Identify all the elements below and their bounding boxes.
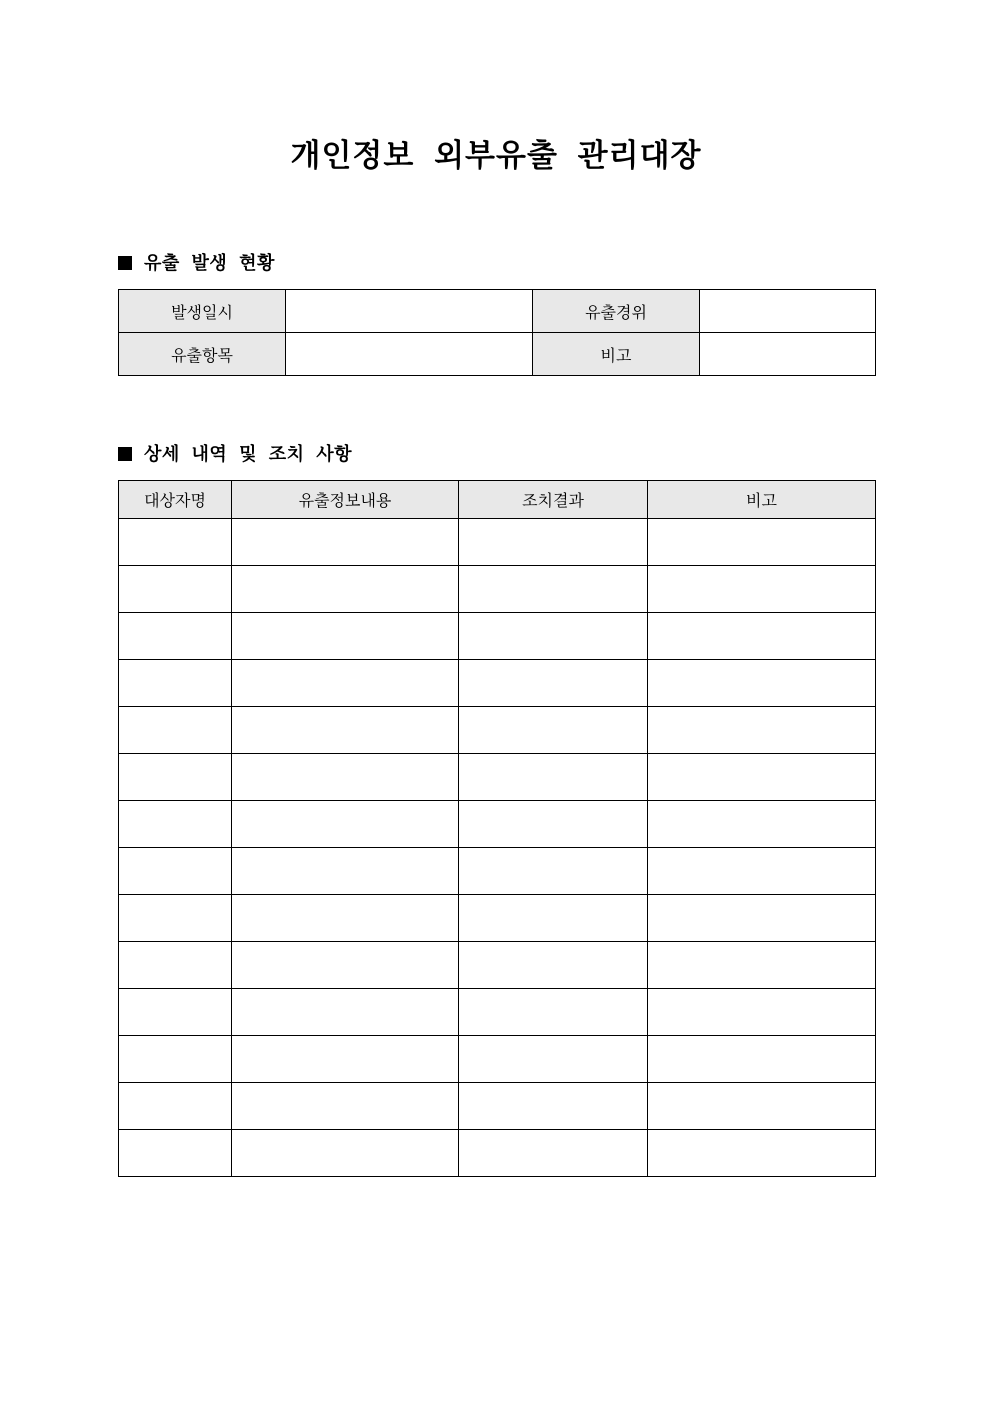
table-row [119, 660, 876, 707]
detail-table-body [119, 519, 876, 1177]
table-row [119, 848, 876, 895]
cell-action-result[interactable] [459, 566, 648, 613]
cell-subject-name[interactable] [119, 848, 232, 895]
cell-remarks[interactable] [648, 1036, 876, 1083]
cell-action-result[interactable] [459, 848, 648, 895]
cell-action-result[interactable] [459, 519, 648, 566]
table-row [119, 1036, 876, 1083]
cell-remarks[interactable] [648, 566, 876, 613]
cell-leaked-info[interactable] [232, 660, 459, 707]
cell-leaked-info[interactable] [232, 801, 459, 848]
detail-table [118, 480, 876, 1177]
cell-remarks[interactable] [648, 754, 876, 801]
table-row [119, 895, 876, 942]
cell-leaked-info[interactable] [232, 1036, 459, 1083]
cell-subject-name[interactable] [119, 1083, 232, 1130]
cell-action-result[interactable] [459, 1130, 648, 1177]
table-row [119, 754, 876, 801]
cell-action-result[interactable] [459, 895, 648, 942]
cell-leaked-info[interactable] [232, 707, 459, 754]
section-heading-status [118, 252, 275, 276]
cell-action-result[interactable] [459, 1083, 648, 1130]
cell-subject-name[interactable] [119, 660, 232, 707]
cell-action-result[interactable] [459, 754, 648, 801]
table-row [119, 613, 876, 660]
cell-leaked-info[interactable] [232, 848, 459, 895]
table-row [119, 519, 876, 566]
table-row [119, 989, 876, 1036]
cell-remarks[interactable] [648, 801, 876, 848]
cell-remarks[interactable] [648, 1130, 876, 1177]
cell-subject-name[interactable] [119, 1130, 232, 1177]
cell-action-result[interactable] [459, 660, 648, 707]
cell-subject-name[interactable] [119, 519, 232, 566]
column-header-action-result: 조치결과 [459, 481, 648, 519]
cell-action-result[interactable] [459, 942, 648, 989]
cell-remarks[interactable] [648, 707, 876, 754]
cell-remarks[interactable] [648, 989, 876, 1036]
cell-subject-name[interactable] [119, 566, 232, 613]
cell-subject-name[interactable] [119, 707, 232, 754]
section-heading-details [118, 443, 352, 467]
cell-remarks[interactable] [648, 1083, 876, 1130]
cell-leaked-info[interactable] [232, 566, 459, 613]
cell-leaked-info[interactable] [232, 895, 459, 942]
cell-action-result[interactable] [459, 1036, 648, 1083]
section-heading-details-label: 상세 내역 및 조치 사항 [144, 444, 353, 465]
column-header-subject-name: 대상자명 [119, 481, 232, 519]
cell-remarks[interactable] [648, 613, 876, 660]
status-value-remarks[interactable] [700, 333, 876, 376]
cell-action-result[interactable] [459, 707, 648, 754]
column-header-leaked-info: 유출정보내용 [232, 481, 459, 519]
cell-action-result[interactable] [459, 801, 648, 848]
cell-subject-name[interactable] [119, 613, 232, 660]
status-row [119, 290, 876, 333]
cell-subject-name[interactable] [119, 801, 232, 848]
status-label-remarks: 비고 [533, 333, 700, 376]
cell-remarks[interactable] [648, 942, 876, 989]
cell-action-result[interactable] [459, 989, 648, 1036]
table-row [119, 942, 876, 989]
status-label-leak-cause: 유출경위 [533, 290, 700, 333]
cell-leaked-info[interactable] [232, 1083, 459, 1130]
table-row [119, 1083, 876, 1130]
square-bullet-icon [118, 447, 132, 461]
cell-leaked-info[interactable] [232, 1130, 459, 1177]
cell-remarks[interactable] [648, 660, 876, 707]
cell-remarks[interactable] [648, 848, 876, 895]
cell-leaked-info[interactable] [232, 942, 459, 989]
status-value-leaked-items[interactable] [286, 333, 533, 376]
cell-subject-name[interactable] [119, 895, 232, 942]
cell-leaked-info[interactable] [232, 989, 459, 1036]
cell-subject-name[interactable] [119, 754, 232, 801]
cell-subject-name[interactable] [119, 989, 232, 1036]
cell-action-result[interactable] [459, 613, 648, 660]
cell-leaked-info[interactable] [232, 613, 459, 660]
section-heading-status-label: 유출 발생 현황 [144, 253, 275, 274]
status-value-occurrence-date[interactable] [286, 290, 533, 333]
cell-leaked-info[interactable] [232, 519, 459, 566]
table-row [119, 707, 876, 754]
cell-remarks[interactable] [648, 519, 876, 566]
table-row [119, 801, 876, 848]
column-header-remarks: 비고 [648, 481, 876, 519]
cell-leaked-info[interactable] [232, 754, 459, 801]
table-row [119, 566, 876, 613]
square-bullet-icon [118, 256, 132, 270]
status-label-leaked-items: 유출항목 [119, 333, 286, 376]
cell-subject-name[interactable] [119, 942, 232, 989]
document-title: 개인정보 외부유출 관리대장 [290, 138, 702, 174]
cell-subject-name[interactable] [119, 1036, 232, 1083]
detail-header-row [119, 481, 876, 519]
table-row [119, 1130, 876, 1177]
status-row [119, 333, 876, 376]
status-label-occurrence-date: 발생일시 [119, 290, 286, 333]
status-table [118, 289, 876, 376]
status-value-leak-cause[interactable] [700, 290, 876, 333]
cell-remarks[interactable] [648, 895, 876, 942]
